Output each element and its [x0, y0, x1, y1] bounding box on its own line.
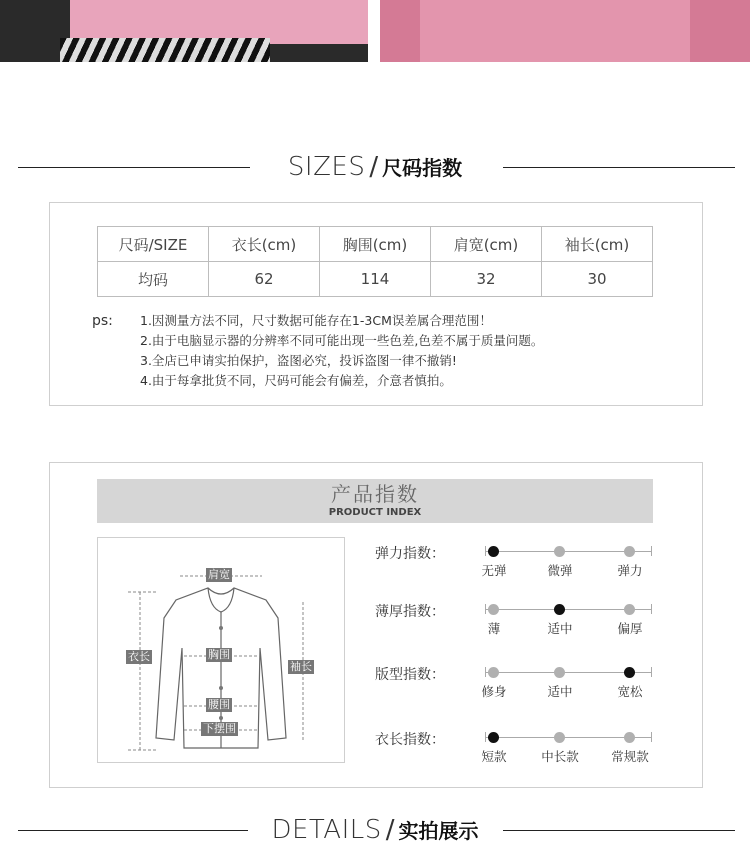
size-header-cell: 衣长(cm): [209, 227, 320, 262]
track-end: [485, 604, 486, 614]
index-row-fit: [375, 664, 655, 704]
size-header-cell: 肩宽(cm): [431, 227, 542, 262]
size-cell: 62: [209, 262, 320, 297]
index-option: 中长款: [541, 749, 579, 764]
index-dot: [554, 604, 565, 615]
size-cell: 32: [431, 262, 542, 297]
note-item: 4.由于每拿批货不同，尺码可能会有偏差，介意者慎拍。: [140, 373, 452, 388]
track-end: [651, 732, 652, 742]
index-option: 弹力: [617, 563, 643, 578]
details-title-cn: 实拍展示: [398, 819, 479, 843]
size-table-header-row: [98, 227, 653, 262]
size-cell: 均码: [98, 262, 209, 297]
track-end: [485, 546, 486, 556]
index-option: 薄: [487, 621, 501, 636]
product-index-title-cn: 产品指数: [331, 482, 419, 506]
index-dot: [624, 732, 635, 743]
note-item: 1.因测量方法不同，尺寸数据可能存在1-3CM误差属合理范围！: [140, 313, 492, 328]
label-chest: 胸围: [208, 648, 230, 661]
striped-fabric: [60, 38, 270, 62]
index-label: 弹力指数：: [375, 546, 445, 562]
product-photo-left: [0, 0, 368, 62]
size-cell: 114: [320, 262, 431, 297]
notes-list: [140, 311, 543, 391]
label-length: 衣长: [128, 650, 150, 663]
index-label: 版型指数：: [375, 667, 445, 683]
index-option: 短款: [481, 749, 507, 764]
label-sleeve: 袖长: [290, 660, 312, 673]
index-option: 修身: [481, 684, 507, 699]
index-label: 衣长指数：: [375, 732, 445, 748]
size-table: [97, 226, 653, 297]
note-item: 2.由于电脑显示器的分辨率不同可能出现一些色差,色差不属于质量问题。: [140, 333, 544, 348]
details-title-en: DETAILS: [271, 815, 382, 845]
index-dot: [554, 732, 565, 743]
ps-label: ps:: [92, 313, 113, 329]
index-dot: [624, 667, 635, 678]
index-row-length: [375, 729, 655, 769]
index-label: 薄厚指数：: [375, 604, 445, 620]
size-table-row: [98, 262, 653, 297]
product-photo-right: [380, 0, 750, 62]
index-dot: [624, 604, 635, 615]
sizes-title-cn: 尺码指数: [382, 156, 463, 180]
track-end: [651, 667, 652, 677]
sizes-header: [0, 147, 750, 187]
track-end: [485, 732, 486, 742]
label-hem: 下摆围: [203, 722, 236, 735]
index-option: 偏厚: [617, 621, 643, 636]
product-index-banner: [97, 479, 653, 523]
track-end: [485, 667, 486, 677]
details-title: [0, 810, 750, 851]
index-option: 无弹: [481, 563, 507, 578]
index-option: 微弹: [547, 563, 573, 578]
size-header-cell: 尺码/SIZE: [98, 227, 209, 262]
size-box: [49, 202, 703, 406]
index-row-elasticity: [375, 543, 655, 583]
size-header-cell: 胸围(cm): [320, 227, 431, 262]
index-row-thickness: [375, 601, 655, 641]
label-shoulder: 肩宽: [208, 568, 230, 581]
index-option: 适中: [547, 621, 573, 636]
index-option: 常规款: [611, 749, 649, 764]
product-index-title-en: PRODUCT INDEX: [328, 507, 422, 518]
details-header: [0, 810, 750, 850]
details-title-sep: /: [385, 815, 395, 845]
pink-garment: [420, 0, 690, 62]
sizes-title: [0, 147, 750, 188]
index-option: 宽松: [617, 684, 643, 699]
track-end: [651, 546, 652, 556]
index-dot: [488, 732, 499, 743]
index-dot: [554, 667, 565, 678]
index-option: 适中: [547, 684, 573, 699]
index-dot: [554, 546, 565, 557]
index-dot: [624, 546, 635, 557]
garment-diagram: [97, 537, 345, 763]
index-dot: [488, 604, 499, 615]
track-end: [651, 604, 652, 614]
size-header-cell: 袖长(cm): [542, 227, 653, 262]
label-waist: 腰围: [208, 698, 230, 711]
sizes-title-en: SIZES: [287, 152, 366, 182]
sizes-title-sep: /: [369, 152, 379, 182]
index-dot: [488, 546, 499, 557]
size-cell: 30: [542, 262, 653, 297]
product-index-box: [49, 462, 703, 788]
note-item: 3.全店已申请实拍保护，盗图必究，投诉盗图一律不撤销!: [140, 353, 457, 368]
index-dot: [488, 667, 499, 678]
